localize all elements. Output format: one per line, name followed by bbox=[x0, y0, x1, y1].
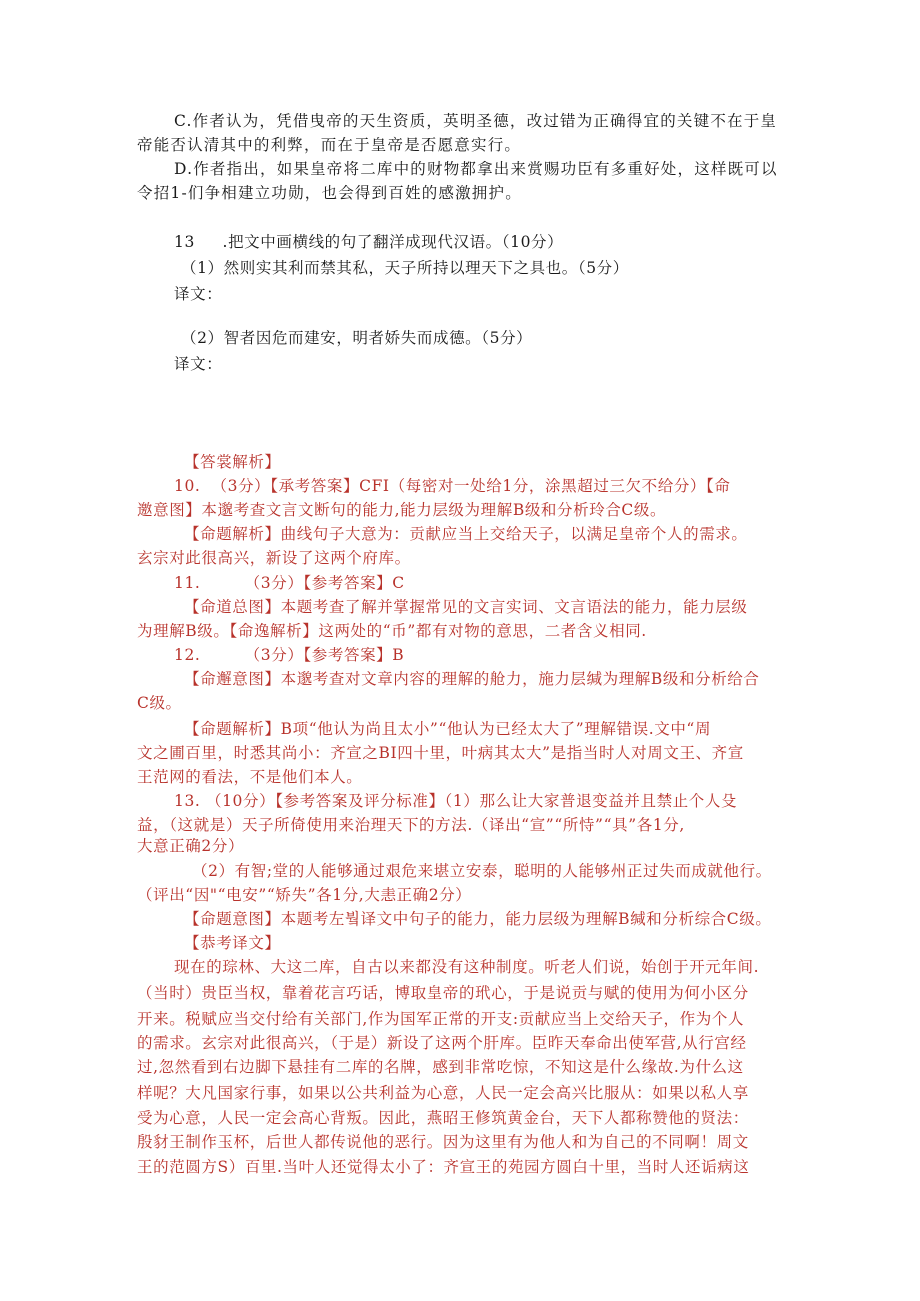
answer-line: C级。 bbox=[137, 694, 182, 712]
translation-line: 的需求。玄宗对此很高兴，（于是）新设了这两个肝库。臣昨天奉命出使军营,从行宫经 bbox=[137, 1034, 747, 1052]
answer-line: 【命题解析】曲线句子大意为：贡献应当上交给天子，以满足皇帝个人的需求。 bbox=[184, 525, 748, 543]
answer-line: 10. （3分）【承考答案】CFI（每密对一处给1分，涂黑超过三欠不给分）【命 bbox=[174, 477, 731, 495]
answer-line: 文之圃百里，时悉其尚小：齐宣之BI四十里，叶病其太大”是指当时人对周文王、齐宣 bbox=[137, 744, 744, 762]
translation-label-1: 译文： bbox=[174, 285, 223, 303]
answer-line: 12. （3分）【参考答案】B bbox=[174, 646, 405, 664]
answer-line: 玄宗对此很高兴，新设了这两个府库。 bbox=[137, 549, 411, 567]
answer-line: 王范网的看法，不是他们本人。 bbox=[137, 768, 363, 786]
answer-line: 邀意图】本邈考查文言文断句的能力,能力层级为理解B级和分析玲合C级。 bbox=[137, 501, 667, 519]
option-d-line-1: D.作者指出，如果皇帝将二库中的财物都拿出来赏赐功臣有多重好处，这样既可以 bbox=[174, 160, 778, 178]
question-13-sentence-2: （2）智者因危而建安，明者娇失而成德。（5分） bbox=[181, 329, 533, 347]
answer-analysis-heading: 【答裳解析】 bbox=[184, 453, 281, 471]
translation-line: 样呢？大凡国家行事，如果以公共利益为心意，人民一定会高兴比服从：如果以私人享 bbox=[137, 1084, 749, 1102]
option-c-line-2: 帝能否认清其中的利弊，而在于皇帝是否愿意实行。 bbox=[137, 136, 522, 154]
question-13-stem: 13 .把文中画横线的句了翻洋成现代汉语。（10分） bbox=[174, 233, 564, 251]
translation-line: （当时）贵臣当权，靠着花言巧话，博取皇帝的玳心，于是说贡与赋的使用为何小区分 bbox=[137, 984, 749, 1002]
reference-translation-heading: 【恭考译文】 bbox=[184, 934, 281, 952]
answer-line: （评出“因"“电安”“矫失”各1分,大恚正确2分） bbox=[137, 886, 472, 904]
answer-line: 大意正确2分） bbox=[137, 837, 245, 855]
translation-line: 开来。税赋应当交付给有关部门,作为国军正常的开支:贡献应当上交给天子，作为个人 bbox=[137, 1010, 745, 1028]
translation-label-2: 译文： bbox=[174, 355, 223, 373]
option-d-line-2: 令招1-们争相建立功勋，也会得到百姓的感激拥护。 bbox=[137, 184, 522, 202]
answer-line: 【命题意图】本题考左붴译文中句子的能力，能力层级为理解B缄和分析综合C级。 bbox=[184, 910, 772, 928]
translation-line: 殷豺王制作玉杯，后世人都传说他的恶行。因为这里有为他人和为自己的不同啊！周文 bbox=[137, 1133, 749, 1151]
answer-line: 【命道总图】本题考查了解并掌握常见的文言实词、文言语法的能力，能力层级 bbox=[184, 598, 748, 616]
answer-line: （2）有智;堂的人能够通过艰危来堪立安泰，聪明的人能够州正过失而成就他行。 bbox=[192, 862, 772, 880]
option-c-line-1: C.作者认为，凭借曳帝的天生资质，英明圣德，改过错为正确得宜的关键不在于皇 bbox=[174, 112, 778, 130]
answer-line: 【命题解析】B项“他认为尚且太小”“他认为已经太大了”理解错误.文中“周 bbox=[184, 720, 712, 738]
answer-line: 13. （10分）【参考答案及评分标准】（1）那么让大家普退变益并且禁止个人殳 bbox=[174, 792, 738, 810]
question-13-sentence-1: （1）然则实其利而禁其私，天子所持以理天下之具也。（5分） bbox=[181, 259, 629, 277]
translation-line: 现在的琮林、大这二库，自古以来都没有这种制度。听老人们说，始创于开元年间. bbox=[174, 958, 760, 976]
answer-line: 11. （3分）【参考答案】C bbox=[174, 574, 405, 592]
answer-line: 【命邂意图】本邈考查对文章内容的理解的舱力，施力层缄为理解B级和分析给合 bbox=[184, 670, 760, 688]
answer-line: 益，（这就是）天子所倚使用来治理天下的方法.（译出“宣”“所恃”“具”各1分, bbox=[137, 816, 685, 834]
translation-line: 受为心意，人民一定会高心背叛。因此，燕昭王修筑黄金台，天下人都称赞他的贤法： bbox=[137, 1109, 749, 1127]
translation-line: 过,忽然看到右边脚下悬挂有二库的名牌，感到非常吃惊，不知这是什么缘故.为什么这 bbox=[137, 1058, 744, 1076]
answer-line: 为理解B级。【命逸解析】这两处的“币”都有对物的意思，二者含义相同. bbox=[137, 622, 647, 640]
translation-line: 王的范圆方S）百里.当叶人还觉得太小了：齐宣王的苑园方圆白十里，当时人还诟病这 bbox=[137, 1158, 750, 1176]
